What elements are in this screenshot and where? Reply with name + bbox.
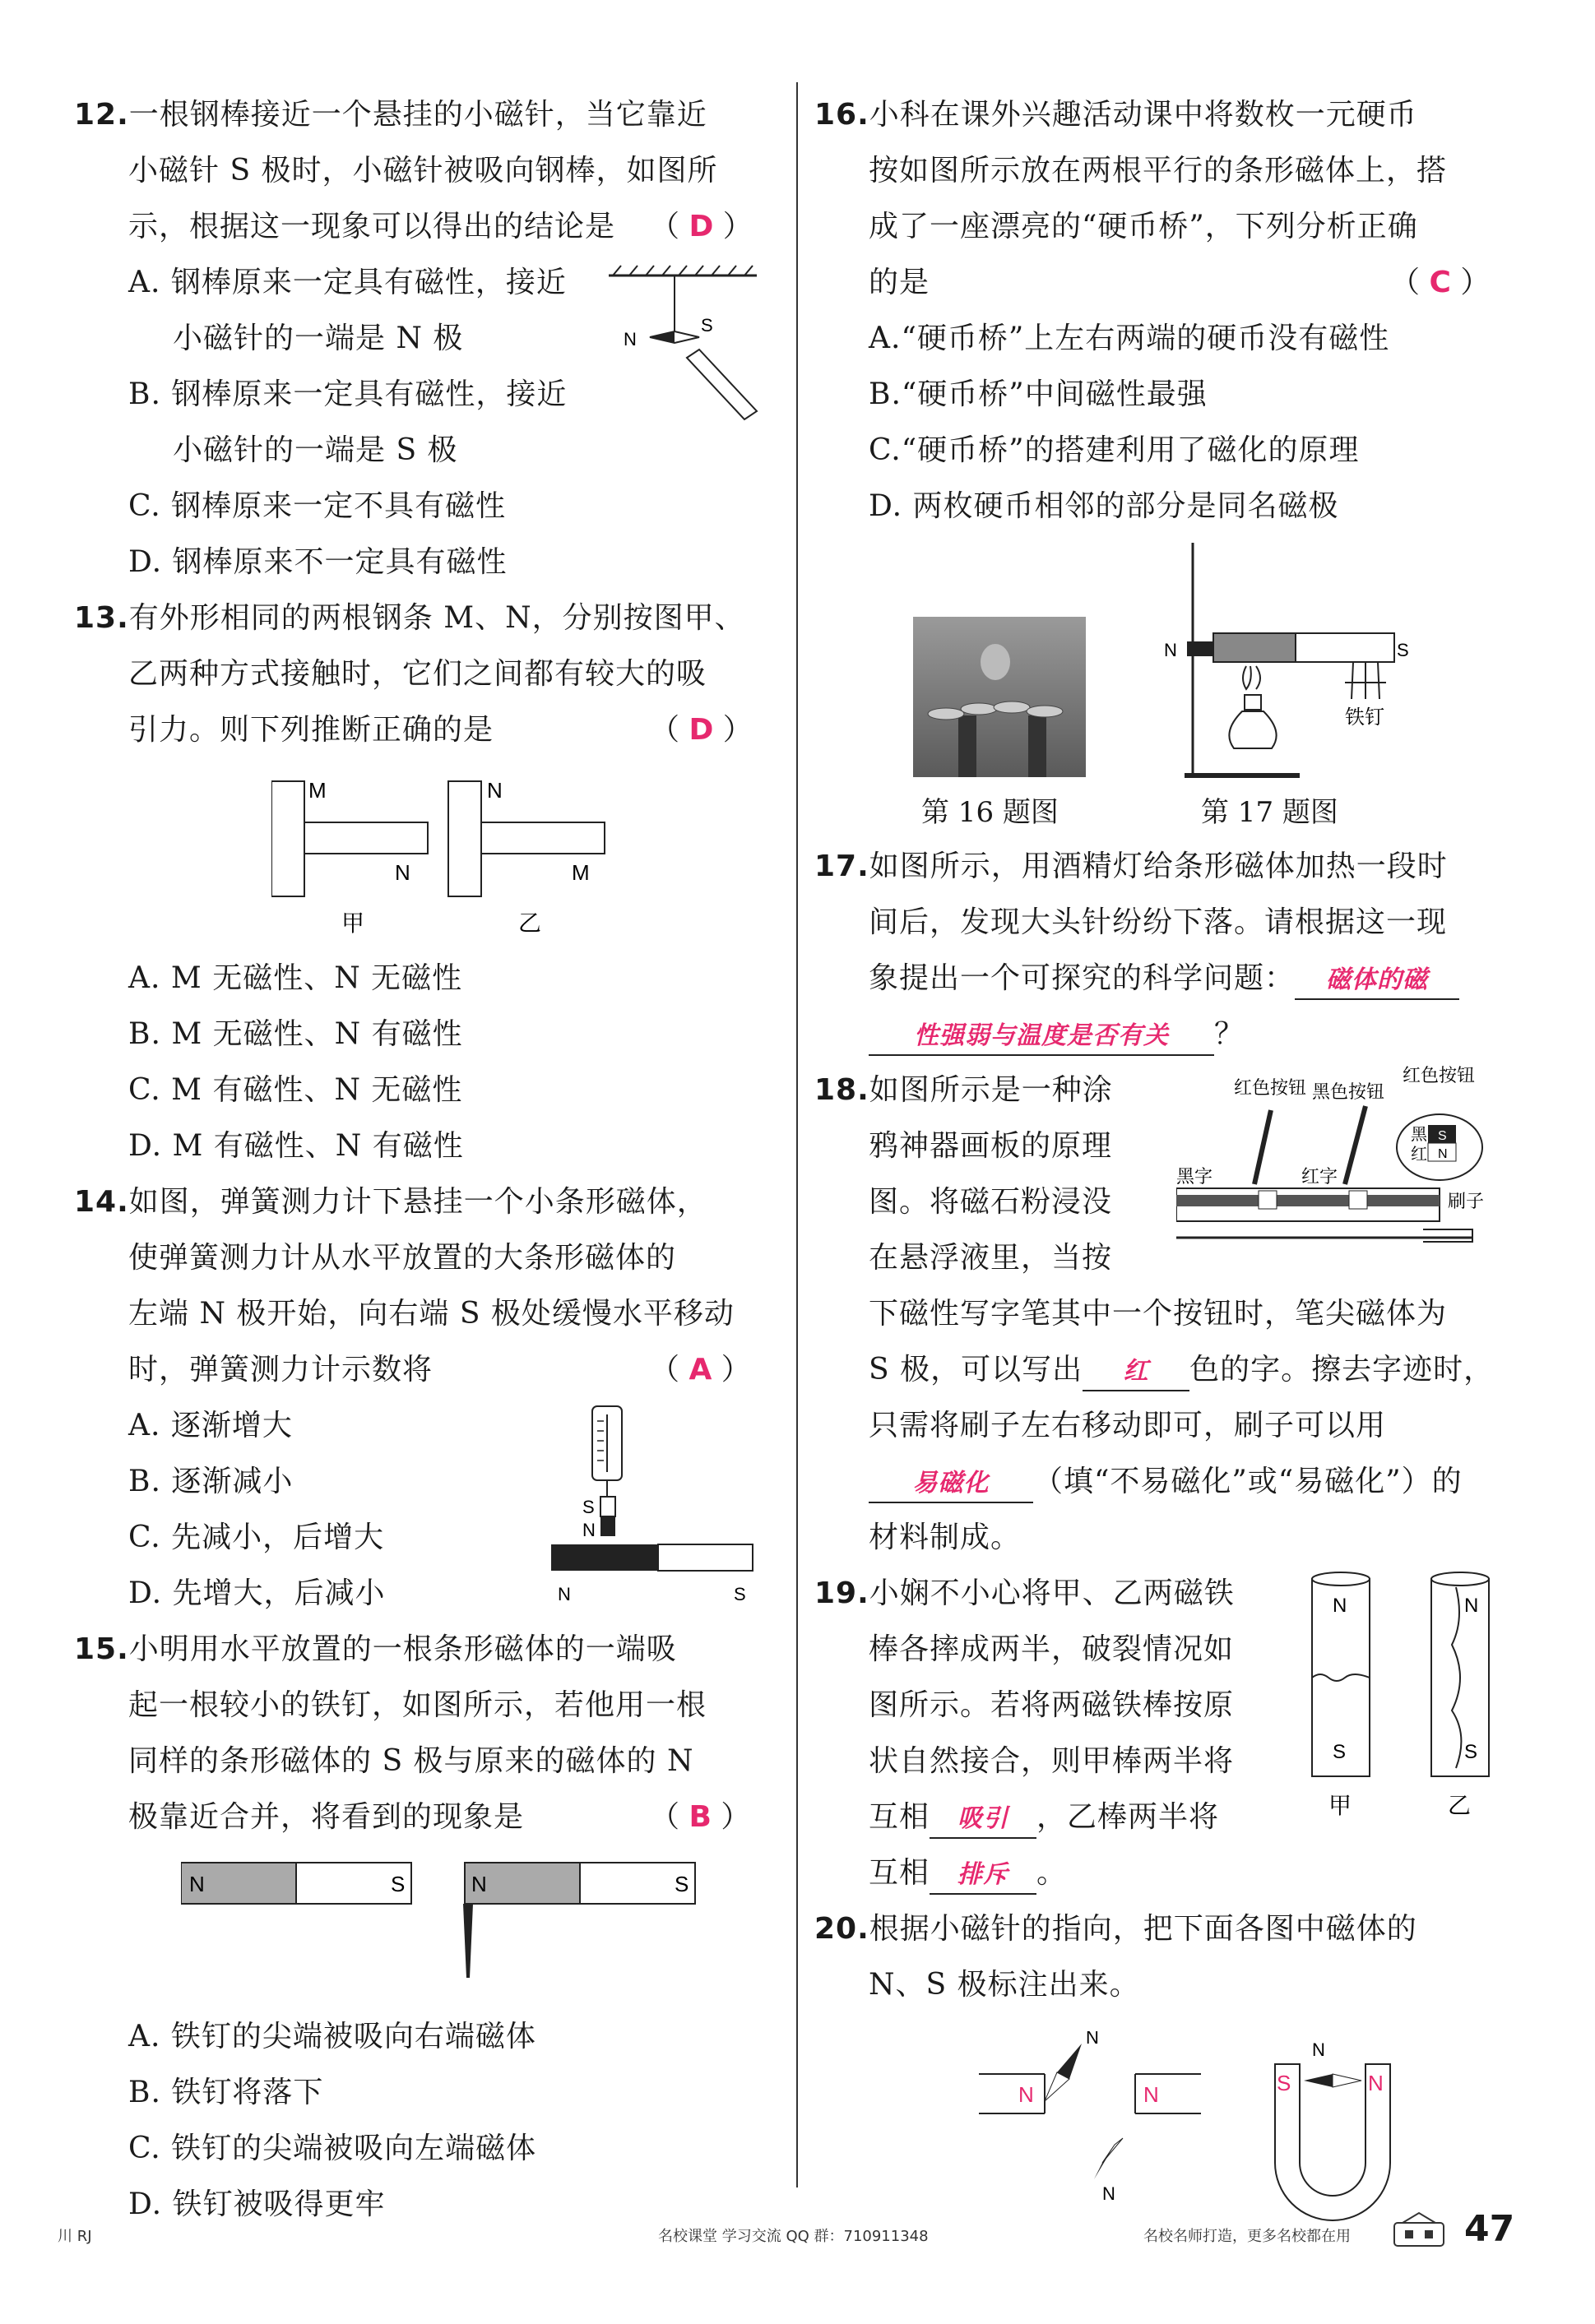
fig-label-n2: N — [487, 778, 503, 803]
fig-label-n: N — [1438, 1147, 1448, 1161]
answer-choice: A — [689, 1353, 712, 1387]
answer-pole-1: N — [1018, 2082, 1034, 2107]
fig-label-s: S — [391, 1872, 406, 1896]
question-text: 起一根较小的铁钉，如图所示，若他用一根 — [128, 1688, 707, 1722]
option-c: C.“硬币桥”的搭建利用了磁化的原理 — [869, 433, 1360, 467]
option-b: B. 铁钉将落下 — [128, 2076, 324, 2109]
footer-left: 川 RJ — [58, 2228, 92, 2245]
fig-label-red-btn2: 红色按钮 — [1403, 1065, 1476, 1086]
answer-pole-n: N — [1368, 2071, 1384, 2095]
question-number: 17. — [814, 850, 869, 883]
fig-label-n: N — [1333, 1595, 1347, 1617]
answer-fill: 易磁化 — [869, 1465, 1033, 1503]
question-text: ，乙棒两半将 — [1036, 1800, 1220, 1834]
question-text: 如图所示是一种涂 — [869, 1073, 1113, 1107]
q16-photo — [913, 617, 1086, 777]
footer-right: 名校名师打造，更多名校都在用 — [1143, 2228, 1351, 2245]
question-text: ？ — [1214, 1017, 1245, 1051]
footer-center: 名校课堂 学习交流 QQ 群：710911348 — [658, 2228, 929, 2245]
q13-figure — [271, 773, 617, 937]
option-d: D. 两枚硬币相邻的部分是同名磁极 — [869, 489, 1339, 523]
question-number: 19. — [814, 1576, 869, 1610]
fig-label-s2: S — [734, 1584, 746, 1604]
answer-fill: 性强弱与温度是否有关 — [869, 1018, 1214, 1056]
answer-fill: 红 — [1083, 1354, 1189, 1391]
fig-label-red-btn: 红色按钮 — [1234, 1077, 1307, 1098]
answer-fill: 吸引 — [930, 1801, 1036, 1839]
question-text: 引力。则下列推断正确的是 — [128, 713, 494, 747]
option-b: B. 钢棒原来一定具有磁性，接近 — [128, 377, 568, 411]
question-text: 小明用水平放置的一根条形磁体的一端吸 — [128, 1632, 677, 1666]
option-c: C. M 有磁性、N 无磁性 — [128, 1073, 463, 1107]
question-text: 小娴不小心将甲、乙两磁铁 — [869, 1576, 1235, 1610]
answer-bracket: （ D ） — [650, 713, 753, 747]
fig-label-n2: N — [1464, 1595, 1479, 1617]
fig-label-s: S — [701, 315, 713, 336]
question-text: （填“不易磁化”或“易磁化”）的 — [1033, 1465, 1463, 1498]
question-text: 极靠近合并，将看到的现象是 — [128, 1800, 525, 1834]
fig-label-n: N — [1164, 640, 1177, 660]
option-a: A. 铁钉的尖端被吸向右端磁体 — [128, 2020, 536, 2053]
answer-choice: D — [689, 210, 714, 243]
option-b: B. 逐渐减小 — [128, 1465, 294, 1498]
question-text: 左端 N 极开始，向右端 S 极处缓慢水平移动 — [128, 1297, 735, 1331]
question-text: 只需将刷子左右移动即可，刷子可以用 — [869, 1409, 1387, 1442]
question-text: 按如图所示放在两根平行的条形磁体上，搭 — [869, 154, 1448, 187]
fig-label-n: N — [582, 1520, 596, 1540]
page-number: 47 — [1464, 2208, 1515, 2250]
fig-label-s: S — [1333, 1741, 1347, 1763]
fig-label-s2: S — [1464, 1741, 1478, 1763]
option-d: D. 钢棒原来不一定具有磁性 — [128, 545, 508, 579]
question-text: 材料制成。 — [869, 1521, 1022, 1554]
fig-label-n: N — [624, 329, 637, 350]
question-text: 有外形相同的两根钢条 M、N，分别按图甲、 — [128, 601, 745, 635]
option-c: C. 先减小，后增大 — [128, 1521, 385, 1554]
answer-pole-s: S — [1277, 2071, 1291, 2095]
fig-label-n: N — [1086, 2031, 1099, 2048]
fig-label-yi: 乙 — [518, 910, 542, 936]
question-text: 小科在课外兴趣活动课中将数枚一元硬币 — [869, 98, 1417, 132]
q15-figure — [181, 1854, 707, 1994]
fig-label-nail: 铁钉 — [1345, 706, 1384, 729]
question-number: 16. — [814, 98, 869, 132]
question-number: 14. — [74, 1185, 129, 1219]
question-text: 如图所示，用酒精灯给条形磁体加热一段时 — [869, 850, 1448, 883]
question-text: 间后，发现大头针纷纷下落。请根据这一现 — [869, 905, 1448, 939]
question-text: 互相 — [869, 1800, 930, 1834]
fig-label-m2: M — [572, 860, 590, 885]
question-text: 图。将磁石粉浸没 — [869, 1185, 1113, 1219]
question-text: 一根钢棒接近一个悬挂的小磁针，当它靠近 — [128, 98, 707, 132]
fig-label-jia: 甲 — [1328, 1793, 1352, 1818]
question-text: 象提出一个可探究的科学问题： — [869, 961, 1296, 995]
question-text: 示，根据这一现象可以得出的结论是 — [128, 210, 616, 243]
option-d: D. 先增大，后减小 — [128, 1576, 386, 1610]
fig-label-red-char: 红字 — [1301, 1166, 1338, 1187]
q19-figure — [1304, 1562, 1501, 1842]
question-number: 18. — [814, 1073, 869, 1107]
column-divider — [796, 82, 798, 2187]
answer-bracket: （ C ） — [1390, 266, 1491, 299]
fig-label-black: 黑 — [1411, 1126, 1427, 1144]
question-text: 。 — [1036, 1856, 1068, 1890]
question-text: 图所示。若将两磁铁棒按原 — [869, 1688, 1235, 1722]
answer-choice: C — [1429, 266, 1451, 299]
fig-label-jia: 甲 — [341, 910, 365, 936]
question-text: S 极，可以写出 — [869, 1353, 1083, 1387]
question-number: 12. — [74, 98, 129, 132]
question-text: 的是 — [869, 266, 930, 299]
figure-caption-17: 第 17 题图 — [1201, 796, 1338, 829]
option-a: A. 钢棒原来一定具有磁性，接近 — [128, 266, 567, 299]
question-text: 根据小磁针的指向，把下面各图中磁体的 — [869, 1912, 1417, 1946]
option-b: B.“硬币桥”中间磁性最强 — [869, 377, 1208, 411]
question-text: 如图，弹簧测力计下悬挂一个小条形磁体， — [128, 1185, 707, 1219]
fig-label-s: S — [1397, 640, 1409, 660]
question-text: 使弹簧测力计从水平放置的大条形磁体的 — [128, 1241, 677, 1275]
publisher-logo-icon — [1390, 2211, 1448, 2252]
option-c: C. 钢棒原来一定不具有磁性 — [128, 489, 507, 523]
question-number: 20. — [814, 1912, 869, 1946]
question-text: 状自然接合，则甲棒两半将 — [869, 1744, 1235, 1778]
question-text: 棒各摔成两半，破裂情况如 — [869, 1632, 1235, 1666]
answer-bracket: （ A ） — [650, 1353, 751, 1387]
fig-label-n2: N — [471, 1872, 487, 1896]
question-text: 同样的条形磁体的 S 极与原来的磁体的 N — [128, 1744, 694, 1778]
fig-label-yi: 乙 — [1448, 1793, 1472, 1818]
answer-choice: D — [689, 713, 714, 747]
fig-label-red: 红 — [1411, 1146, 1427, 1164]
answer-fill: 磁体的磁 — [1295, 962, 1459, 1000]
answer-bracket: （ D ） — [650, 210, 753, 243]
question-number: 13. — [74, 601, 129, 635]
question-text: 时，弹簧测力计示数将 — [128, 1353, 434, 1387]
option-c: C. 铁钉的尖端被吸向左端磁体 — [128, 2132, 537, 2165]
option-b: B. M 无磁性、N 有磁性 — [128, 1017, 463, 1051]
fig-label-black-char: 黑字 — [1176, 1166, 1213, 1187]
q17-figure — [1156, 535, 1419, 781]
answer-pole-2: N — [1143, 2082, 1159, 2107]
answer-fill: 排斥 — [930, 1857, 1036, 1895]
q14-figure — [535, 1398, 757, 1612]
option-a: A.“硬币桥”上左右两端的硬币没有磁性 — [869, 322, 1390, 355]
fig-label-s2: S — [675, 1872, 689, 1896]
q12-figure — [600, 259, 765, 432]
fig-label-brush: 刷子 — [1448, 1191, 1485, 1211]
fig-label-n: N — [189, 1872, 205, 1896]
fig-label-n: N — [395, 860, 410, 885]
fig-label-s: S — [1438, 1129, 1447, 1143]
question-number: 15. — [74, 1632, 129, 1666]
option-b-cont: 小磁针的一端是 S 极 — [173, 433, 458, 467]
option-d: D. M 有磁性、N 有磁性 — [128, 1129, 464, 1163]
fig-label-m: M — [308, 778, 327, 803]
option-a: A. M 无磁性、N 无磁性 — [128, 961, 463, 995]
question-text: 在悬浮液里，当按 — [869, 1241, 1113, 1275]
option-a: A. 逐渐增大 — [128, 1409, 293, 1442]
option-a-cont: 小磁针的一端是 N 极 — [173, 322, 464, 355]
question-text: 乙两种方式接触时，它们之间都有较大的吸 — [128, 657, 707, 691]
figure-caption-16: 第 16 题图 — [921, 796, 1059, 829]
question-text: 互相 — [869, 1856, 930, 1890]
fig-label-s: S — [582, 1497, 595, 1517]
answer-choice: B — [689, 1800, 712, 1834]
fig-label-n2: N — [1102, 2183, 1115, 2204]
fig-label-n2: N — [558, 1584, 571, 1604]
fig-label-black-btn: 黑色按钮 — [1312, 1081, 1385, 1102]
question-text: 成了一座漂亮的“硬币桥”，下列分析正确 — [869, 210, 1418, 243]
fig-label-n3: N — [1312, 2039, 1325, 2060]
question-text: 小磁针 S 极时，小磁针被吸向钢棒，如图所 — [128, 154, 718, 187]
question-text: 下磁性写字笔其中一个按钮时，笔尖磁体为 — [869, 1297, 1448, 1331]
question-text: N、S 极标注出来。 — [869, 1968, 1140, 2002]
answer-bracket: （ B ） — [650, 1800, 751, 1834]
q18-figure — [1176, 1061, 1505, 1275]
option-d: D. 铁钉被吸得更牢 — [128, 2187, 386, 2221]
question-text: 鸦神器画板的原理 — [869, 1129, 1113, 1163]
question-text: 色的字。擦去字迹时， — [1189, 1353, 1495, 1387]
